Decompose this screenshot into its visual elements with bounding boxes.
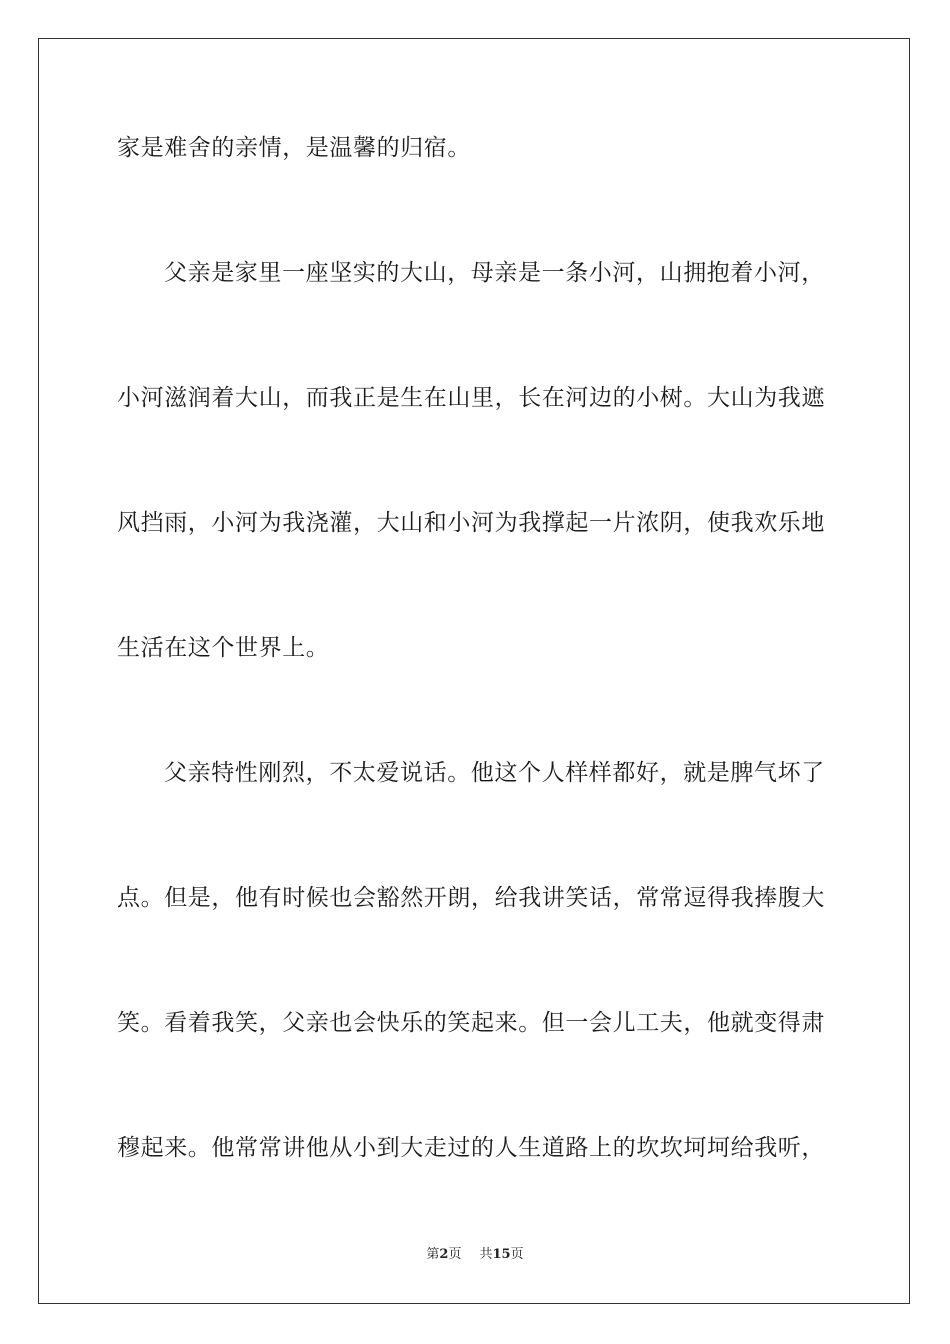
page-footer bbox=[0, 1246, 950, 1264]
total-pages: 15 bbox=[492, 1247, 511, 1262]
text-line-3: 小河滋润着大山，而我正是生在山里，长在河边的小树。大山为我遮 bbox=[117, 385, 825, 411]
text-line-4: 风挡雨，小河为我浇灌，大山和小河为我撑起一片浓阴，使我欢乐地 bbox=[117, 510, 825, 536]
text-line-8: 笑。看着我笑，父亲也会快乐的笑起来。但一会儿工夫，他就变得肃 bbox=[117, 1010, 825, 1036]
page-suffix: 页 bbox=[448, 1247, 462, 1262]
text-line-6: 父亲特性刚烈，不太爱说话。他这个人样样都好，就是脾气坏了 bbox=[164, 760, 825, 786]
text-line-9: 穆起来。他常常讲他从小到大走过的人生道路上的坎坎坷坷给我听， bbox=[117, 1135, 825, 1161]
text-line-1: 家是难舍的亲情，是温馨的归宿。 bbox=[117, 135, 471, 161]
text-line-5: 生活在这个世界上。 bbox=[117, 635, 330, 661]
total-prefix: 共 bbox=[479, 1247, 493, 1262]
text-line-7: 点。但是，他有时候也会豁然开朗，给我讲笑话，常常逗得我捧腹大 bbox=[117, 885, 825, 911]
page-number: 2 bbox=[439, 1247, 449, 1262]
total-suffix: 页 bbox=[510, 1247, 524, 1262]
page-border bbox=[38, 38, 910, 1304]
text-line-2: 父亲是家里一座坚实的大山，母亲是一条小河，山拥抱着小河， bbox=[164, 260, 825, 286]
page-prefix: 第 bbox=[426, 1247, 440, 1262]
